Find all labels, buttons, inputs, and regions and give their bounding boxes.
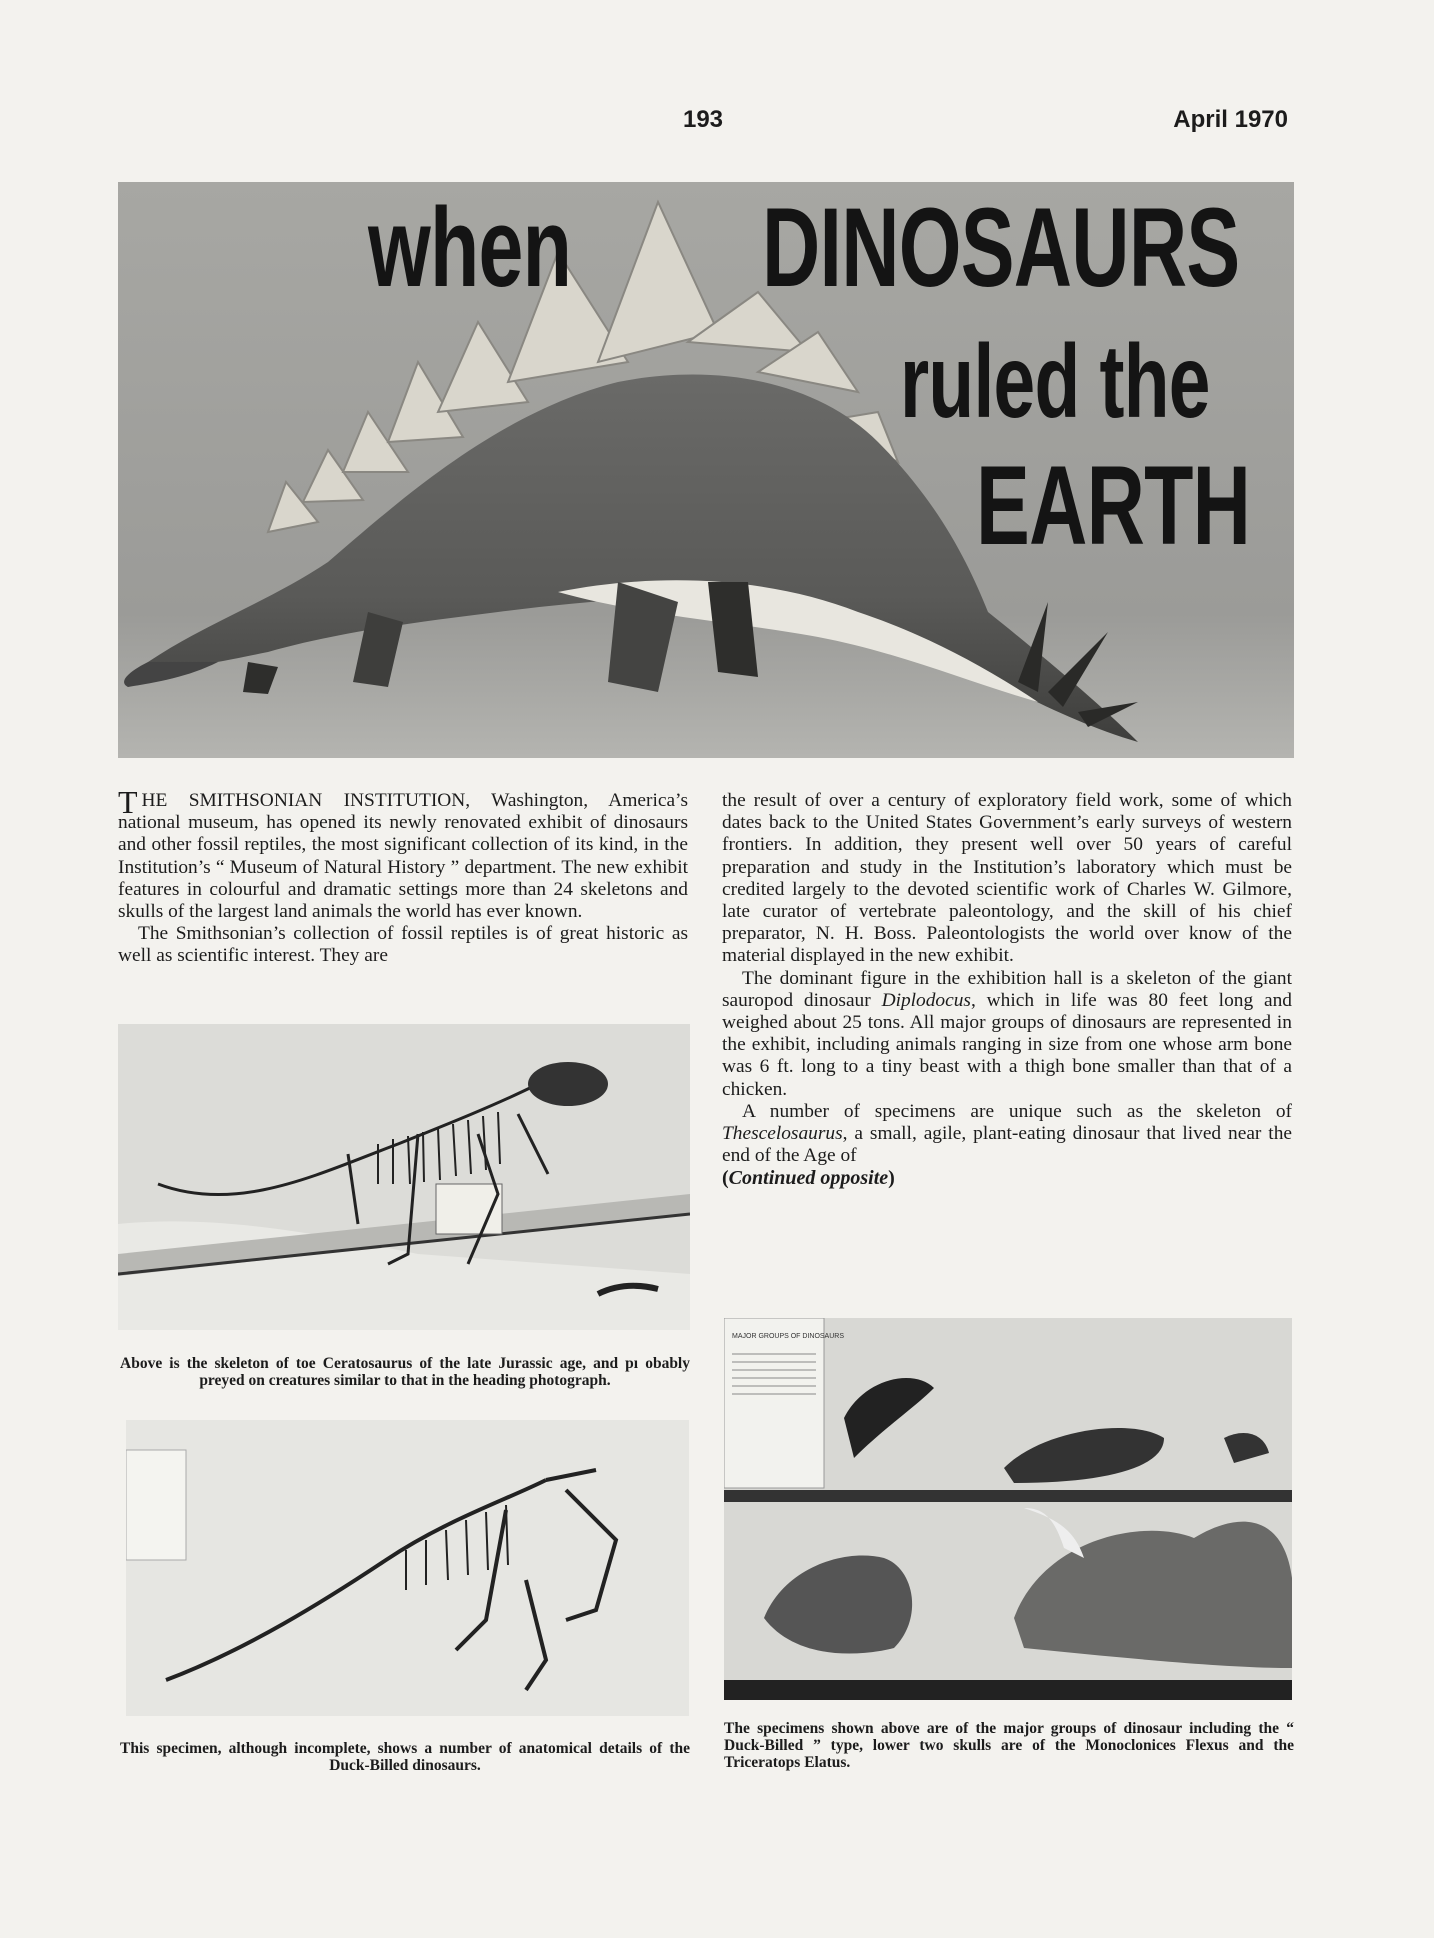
major-groups-sign: MAJOR GROUPS OF DINOSAURS <box>732 1333 845 1340</box>
article-paragraph-4-a: The dominant figure in the exhibition hall is a skeleton of the giant sauropod dinosaur <box>722 967 1292 1011</box>
duck-billed-skeleton-photo <box>126 1420 689 1716</box>
article-paragraph-3: the result of over a century of exploratory field work, some of which dates back to the United States Government’s early surveys of western frontiers. In addition, they present well over 50 years of careful preparation and study in the Institution’s laboratory which must be credited largely to the devoted scientific work of Charles W. Gilmore, late curator of vertebrate paleontology, and the skill of his chief preparator, N. H. Boss. Paleontologists the world over know of the material displayed in the new exhibit. <box>722 790 1292 967</box>
article-paragraph-4 <box>722 968 1292 1101</box>
ceratosaurus-caption: Above is the skeleton of toe Ceratosaurus of the late Jurassic age, and pı obably preyed on creatures similar to that in the heading photograph. <box>120 1355 690 1389</box>
dinosaur-skulls-photo <box>724 1318 1292 1700</box>
diplodocus-name: Diplodocus <box>881 989 971 1011</box>
headline-dinosaurs: DINOSAURS <box>762 185 1240 310</box>
headline-earth: EARTH <box>976 443 1251 568</box>
continued-opposite <box>722 1167 1292 1189</box>
headline-when: when <box>368 185 572 310</box>
article-paragraph-4-b: , which in life was 80 feet long and weighed about 25 tons. All major groups of dinosaurs are represented in the exhibit, including animals ranging in size from one whose arm bone was 6 ft. long to a tiny beast with a thigh bone smaller than that of a chicken. <box>722 989 1292 1100</box>
paren-open: ( <box>722 1167 729 1190</box>
article-paragraph-5-a: A number of specimens are unique such as the skeleton of <box>742 1100 1292 1122</box>
issue-date: April 1970 <box>1173 106 1288 133</box>
article-paragraph-5-b: , a small, agile, plant-eating dinosaur that lived near the end of the Age of <box>722 1123 1292 1167</box>
duck-billed-caption: This specimen, although incomplete, shows a number of anatomical details of the Duck-Billed dinosaurs. <box>120 1740 690 1774</box>
article-paragraph-1 <box>118 784 688 923</box>
continued-text: Continued opposite <box>728 1167 889 1190</box>
drop-cap: T <box>118 784 138 820</box>
paren-close: ) <box>888 1167 895 1190</box>
article-paragraph-1-text: HE SMITHSONIAN INSTITUTION, Washington, America’s national museum, has opened its newly renovated exhibit of dinosaurs and other fossil reptiles, the most significant collection of its kind, in the Institution’s “ Museum of Natural History ” department. The new exhibit features in colourful and dramatic settings more than 24 skeletons and skulls of the largest land animals the world has ever known. <box>118 790 688 923</box>
skulls-caption: The specimens shown above are of the major groups of dinosaur including the “ Duck-Billed ” type, lower two skulls are of the Monoclonices Flexus and the Triceratops Elatus. <box>724 1720 1294 1771</box>
page-number: 193 <box>682 106 724 133</box>
article-paragraph-2: The Smithsonian’s collection of fossil reptiles is of great historic as well as scientific interest. They are <box>118 923 688 967</box>
headline-ruled-the: ruled the <box>900 324 1210 440</box>
ceratosaurus-skeleton-photo <box>118 1024 690 1330</box>
article-right-column <box>722 790 1292 1190</box>
article-left-column <box>118 784 688 968</box>
thescelosaurus-name: Thescelosaurus <box>722 1123 843 1145</box>
article-paragraph-5 <box>722 1101 1292 1168</box>
